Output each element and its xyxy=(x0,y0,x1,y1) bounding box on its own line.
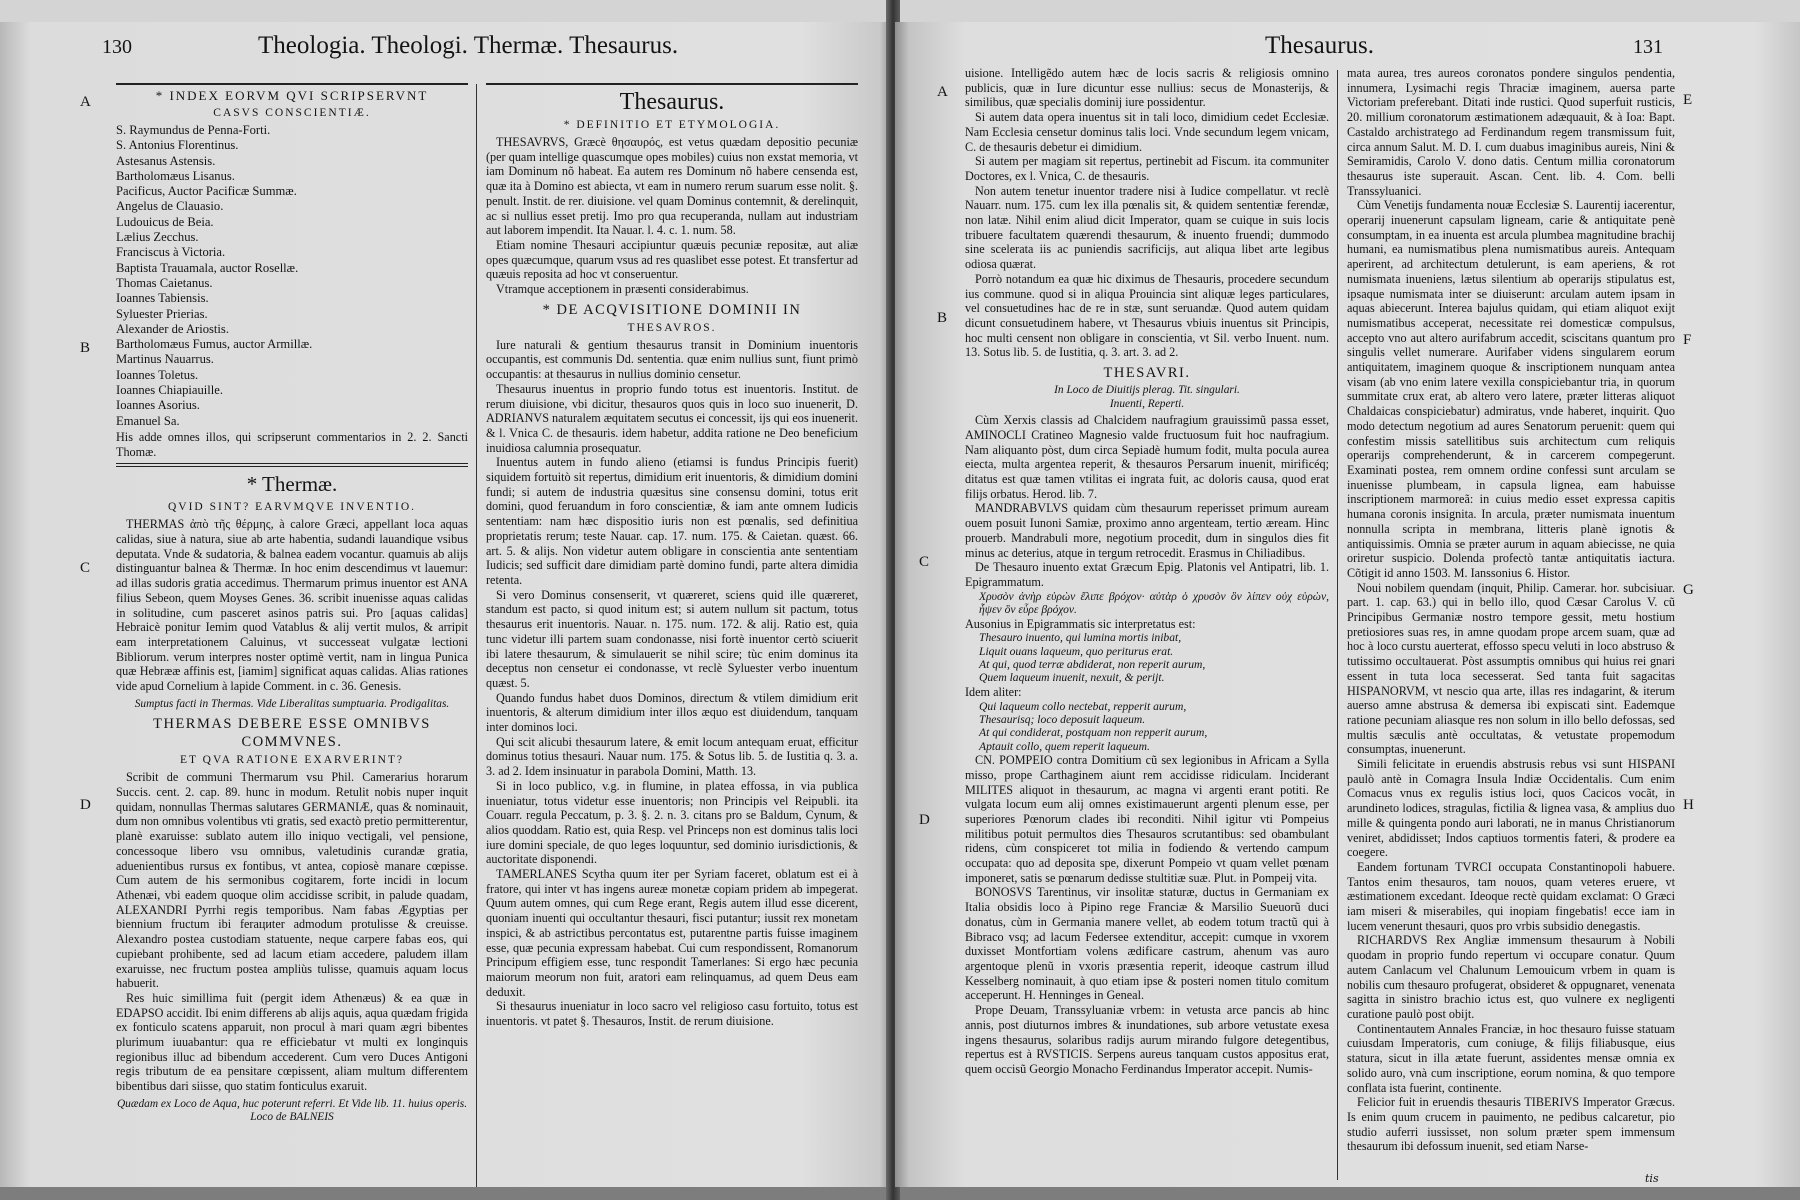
r1-para-9: CN. POMPEIO contra Domitium cũ sex legionibus in Africam a Sylla misso, prope Carthaginem aiunt rem accidisse ridiculam. Inciderant MILITES aliquot in thesaurum, ac magna vi argenti erant potiti. Re vulgata locum eum alij omnes existimauerunt argenti plenum esse, per superiores Pœnorum clades ibi reconditi. Nihil igitur vti Pompeius militibus potuit permultos dies Thesauros scrutantibus: sed obambulant ridens, cùm conspiceret tot milia in fodiendo & vertendo campum occupata: quo ad deposita spe, dixerunt Pompeio vt quam vellet pœnam imponeret, satis se pœnarum dedisse stultitiæ suæ. Plut. in Pompeij vita. xyxy=(965,753,1329,885)
r1-para-3: Si autem per magiam sit repertus, pertinebit ad Fiscum. ita communiter Doctores, ex l. Vnica, C. de thesauris. xyxy=(965,154,1329,183)
idem-aliter: Idem aliter: xyxy=(965,684,1022,699)
verse-block-2 xyxy=(965,700,1329,754)
author-list-item: Bartholomæus Fumus, auctor Armillæ. xyxy=(116,337,313,352)
verse-block-1 xyxy=(965,631,1329,685)
verse-line: Liquit ouans laqueum, quo periturus erat. xyxy=(979,644,1174,658)
author-list-item: Baptista Trauamala, auctor Rosellæ. xyxy=(116,260,299,275)
margin-letter-c-right: C xyxy=(919,554,930,570)
r2-para-4: Simili felicitate in eruendis abstrusis rebus vsi sunt HISPANI paulò antè in Comagra Insula Indiæ Occidentalis. Cum enim Comacus vnus ex regulis istius loci, quos Cacicos vocãt, in arundineto lodices, stragulas, fictilia & lignea vasa, & amplius duo mille & quingenta pondo auri laborati, ne in manus Christianorum veniret, abdidisset; Indos captiuos tormentis fateri, & prodere ea coegere. xyxy=(1347,757,1675,860)
left-running-head: Theologia. Theologi. Thermæ. Thesaurus. xyxy=(258,32,679,59)
r1-para-2: Si autem data opera inuentus sit in tali loco, dimidium cedet Ecclesiæ. Nam Ecclesia censetur dominus talis loci. Vnde secundum legem vnicam, C. de thesauris debetur ei dimidium. xyxy=(965,110,1329,154)
right-column-1 xyxy=(965,66,1329,1181)
margin-letter-d: D xyxy=(80,797,91,813)
thesaurus-para-2: Etiam nomine Thesauri accipiuntur quæuis pecuniæ repositæ, aut aliæ opes quæcumque, quarum vsus ad res quaslibet esse potest. Et transfertur ad quæuis reposita ad hoc vt conseruentur. xyxy=(486,237,858,282)
scan-top-edge xyxy=(0,0,1800,22)
thermae-sec2-heading: THERMAS DEBERE ESSE OMNIBVS COMMVNES. xyxy=(153,716,431,751)
margin-letter-c: C xyxy=(80,560,91,576)
r1-para-8: De Thesauro inuento extat Græcum Epig. Platonis vel Antipatri, lib. 1. Epigrammatum. xyxy=(965,560,1329,589)
thesaurus-heading: Thesaurus. xyxy=(619,89,725,115)
thermae-subheading: QVID SINT? EARVMQVE INVENTIO. xyxy=(167,501,417,514)
r2-para-3: Noui nobilem quendam (inquit, Philip. Camerar. hor. subcisiuar. part. 1. cap. 63.) qui in bello illo, quod Cæsar Carolus V. cũ Principibus Germaniæ nostro tempore gessit, metu hostium pretiosiores suas res, in amne quodam prope arcem suam, quæ ad hoc à loco curstu auerterat, effosso specu veluti in loco abstruso & tutissimo occultauerat. Pòst assumptis omnibus qui huius rei gnari essent in tuta loca secesserat. Sed tanta fuit sagacitas HISPANORVM, vt nescio qua arte, illas res indagarint, & iterum auerso amne abstrusa & demersa ibi expiscati sint. Eademque ratione pecuniam aliasque res non solum in illo bello defossas, sed multis sæculis antè occultatas, & vetustate propemodum consumptas, inuenerunt. xyxy=(1347,580,1675,757)
index-heading: * INDEX EORVM QVI SCRIPSERVNT xyxy=(155,88,429,103)
acq-para-5: Quando fundus habet duos Dominos, directum & vtilem dimidium erit inuentoris, & alterum dimidium inter illos æquo est diuidendum, tanquam inter dominos loci. xyxy=(486,690,858,735)
acq-para-2: Thesaurus inuentus in proprio fundo totus est inuentoris. Institut. de rerum diuisione, vbi dicitur, thesauros quos quis in loco suo inuenerit, D. ADRIANVS naturalem æquitatem secutus ei concessit, ijs qui eos inuenerit. & l. Vnica C. de thesauris. idem habetur, addita ratione ne Deo beneficium inuidiosa calumnia prosequatur. xyxy=(486,381,858,455)
author-list-item: Franciscus à Victoria. xyxy=(116,245,226,260)
author-list-item: Thomas Caietanus. xyxy=(116,275,213,290)
margin-letter-g: G xyxy=(1683,582,1694,598)
r2-para-8: Felicior fuit in eruendis thesauris TIBERIVS Imperator Græcus. Is enim quum crucem in pauimento, ne pedibus calcaretur, pio studio auferri iussisset, non solum præter spem immensum thesaurum ibi defossum inuenit, sed etiam Narse- xyxy=(1347,1095,1675,1154)
r1-para-5: Porrò notandum ea quæ hic diximus de Thesauris, procedere secundum ius commune. quod si in aliqua Prouincia sint aliquæ leges particulares, vel consuetudines hac de re in stæ, sunt seruandæ. Quod autem quidam dicunt consuetudinem habere, vt Thesaurus vbiuis inuentus sit Principis, hoc multi censent non obligare in conscientia, vt Sil. verbo Inuent. num. 13. Sotus lib. 5. de Iustitia, q. 3. art. 3. ad 2. xyxy=(965,271,1329,360)
thermae-final-note: Quædam ex Loco de Aqua, huc poterunt referri. Et Vide lib. 11. huius operis. Loco de BALNEIS xyxy=(116,1097,468,1124)
acquisitione-heading: * DE ACQVISITIONE DOMINII IN xyxy=(542,301,802,318)
acq-para-3: Inuentus autem in fundo alieno (etiamsi is fundus Principis fuerit) siquidem fortuitò sit repertus, dimidium erit inuentoris, & dimidium domini fundi; si autem de industria quæsitus sine consensu domini, totus erit domini, quod feruandum in foro conscientiæ, & iam ante omnem Iudicis sententiam: nam hæc dispositio iuris non est pœnalis, sed definitiua proprietatis rerum; teste Nauar. cap. 17. num. 175. & Caietan. quæst. 66. art. 5. & alijs. Non videtur autem obligare in conscientia ante sententiam Iudicis; sed sufficit dare dimidiam partè domino fundi, parte altera dimidia retenta. xyxy=(486,455,858,587)
author-list-item: Lælius Zecchus. xyxy=(116,230,199,245)
author-list-item: S. Raymundus de Penna-Forti. xyxy=(116,123,271,137)
r1-para-ausonius: Ausonius in Epigrammatis sic interpretatus est: xyxy=(965,616,1196,631)
r1-para-7: MANDRABVLVS quidam cùm thesaurum reperisset primum auream ouem posuit Iunoni Samiæ, proximo anno argenteam, tertio æream. Hinc prouerb. Mandrabuli more, negotium procedit, dum in singulos dies fit minus ac deterius, atque in tergum retrocedit. Erasmus in Chiliadibus. xyxy=(965,501,1329,560)
r1-para-10: BONOSVS Tarentinus, vir insolitæ staturæ, ductus in Germaniam ex Italia obsidis loco à Pipino rege Franciæ & Marsilio Sueuorũ duci donatus, cùm in Germania manere vellet, ab eodem totum tractũ qui à Bibraco vsq; ad lacum Federsee extenditur, accepit: cumque in vxorem duxisset Montfortiam volens ædificare castrum, ahenum vas auro argentoque plenũ in vxoris præsentia reperit, ideoque castrum illud Kesselberg nominauit, à quo etiam ipse & posteri nomen titulo comitum acceperunt. H. Henninges in Geneal. xyxy=(965,885,1329,1003)
acq-para-4: Si vero Dominus consenserit, vt quæreret, sciens quid ille quæreret, standum est pacto, si quod initum est; si autem nullum sit pactum, totus thesaurus erit inuentoris. Nauar. n. 175. num. 172. & alij. Ratio est, quia tunc videtur illi partem suam condonasse, nisi fortè inuentor certò sciuerit ibi latere thesaurum, & simulauerit se nihil scire; tùc enim dominus ita deceptus non censetur ei condonasse, vt reclè Syluester verbo inuentum quæst. 5. xyxy=(486,587,858,690)
author-list-item: Ioannes Chiapiauille. xyxy=(116,383,224,398)
author-list-item: S. Antonius Florentinus. xyxy=(116,138,239,153)
acq-para-1: Iure naturali & gentium thesaurus transit in Dominium inuentoris occupantis, est communis Dd. sententia. quæ enim nullius sunt, fiunt primò occupantis: at thesaurus in nullius dominio censetur. xyxy=(486,337,858,382)
thermae-para-2: Scribit de communi Thermarum vsu Phil. Camerarius horarum Succis. cent. 2. cap. 89. hunc in modum. Retulit nobis nuper inquit quidam, nonnullas Thermas salutares GERMANIÆ, quas & nominauit, dum non omnibus volentibus vti gratis, sed exactò pretio permitterentur, planè exaruisse: sublato autem illo iniquo vectigali, vel pensione, concessoque libero vsu omnibus, valetudinis curandæ gratia, aduenientibus rursus ex fontibus, vt antea, copiosè manare cœpisse. Cum autem de his sermonibus cogitarem, forte incidi in locum Athenæi, vbi eadem quoque olim accidisse scribit, in palude quadam, ALEXANDRI Pyrrhi regis temporibus. Nam fabas Ægyptias per biennium fructum ibi ferациter admodum protulisse & creuisse. Alexandro postea custodiam statuente, neque carpere fabas eos, qui cupiebant prohibente, sed ad lacum etiam accedere, paludem illam exaruisse, nec fructum postea ampliùs tulisse, quamuis aquam locus habuerit. xyxy=(116,770,468,991)
header-rule-2 xyxy=(486,83,858,85)
r1-para-6: Cùm Xerxis classis ad Chalcidem naufragium grauissimũ passa esset, AMINOCLI Cratineo Magnesio valde fructuosum fuit hoc naufragium. Nam aliquanto pòst, dum circa Sepiadè humum fodit, multa pocula aurea eiecta, multa argentea reperit, & thesauros Persarum inuenit, mirificéq; ditatus est quæ tamen vtilitas ei ingrata fuit, ac doloris causa, quod erat filijs orbatus. Herod. lib. 7. xyxy=(965,413,1329,501)
right-page xyxy=(895,22,1800,1187)
r2-para-5: Eandem fortunam TVRCI occupata Constantinopoli habuere. Tantos enim thesauros, tam nouos, quam veteres eruere, vt æstimationem excedant. Ideoque rectè quidam exclamat: O Græci iam miseri & miserabiles, qui inopiam fingebatis! ecce iam in lucem venerunt thesauri, quos pro vrbis subsidio denegastis. xyxy=(1347,859,1675,933)
catchword: tis xyxy=(1645,1172,1659,1185)
thesauri-note: In Loco de Diuitijs plerag. Tit. singulari. xyxy=(1054,384,1240,397)
right-running-head: Thesaurus. xyxy=(1265,32,1374,59)
thermae-sec2-subheading: ET QVA RATIONE EXARVERINT? xyxy=(179,754,405,767)
r2-para-6: RICHARDVS Rex Angliæ immensum thesaurum à Nobili quodam in proprio fundo repertum vi occupare conatur. Quum autem Canlacum vel Chalunum Lemouicum vrbem in quam is nobilis cum thesauro profugerat, obsideret & oppugnaret, venenata sagitta in sinistro brachio ictus est, quo vulnere ex negligenti curatione paulò post obijt. xyxy=(1347,933,1675,1021)
margin-letter-d-right: D xyxy=(919,812,930,828)
right-column-2 xyxy=(1347,66,1675,1181)
author-list-item: Astesanus Astensis. xyxy=(116,153,216,168)
r1-para-11: Prope Deuam, Transsyluaniæ vrbem: in vetusta arce pancis ab hinc annis, post diuturnos imbres & inundationes, sub arbore vetustate exesa ingens thesaurus, solaribus radijs aurum mirando fulgore detegentibus, repertus est à RVSTICIS. Serpens aureus tanquam custos appositus erat, quem occisũ Georgio Monacho Ferdinandus Imperator accepit. Numis- xyxy=(965,1003,1329,1076)
r1-para-1: uisione. Intelligẽdo autem hæc de locis sacris & religiosis omnino publicis, quæ in Iure dicuntur esse nullius: secus de Monasterijs, & similibus, quæ specialis dominij iure possidentur. xyxy=(965,66,1329,110)
acq-para-7: Si in loco publico, v.g. in flumine, in platea effossa, in via publica inueniatur, totus videtur esse inuentoris; non Principis vel Reipubli. ita Couarr. regula Peccatum, p. 3. §. 2. n. 3. citans pro se Baldum, Cynum, & alios quoddam. Ratio est, quia Resp. vel Princeps non est dominus talis loci iure domini speciale, de quo leges loquuntur, sed dominio iurisdictionis, & auctoritate disponendi. xyxy=(486,778,858,867)
index-subheading: CASVS CONSCIENTIÆ. xyxy=(213,107,371,119)
thesaurus-para-3: Vtramque acceptionem in præsenti considerabimus. xyxy=(496,282,749,297)
verse-line: Aptauit collo, quem reperit laqueum. xyxy=(979,739,1150,753)
section-rule xyxy=(116,463,468,467)
verse-line: Thesauro inuento, qui lumina mortis inibat, xyxy=(979,631,1182,645)
greek-epigram: Χρυσὸν ἀνὴρ εὑρὼν ἔλιπε βρόχον· αὐτὰρ ὁ χρυσὸν ὃν λίπεν οὐχ εὑρὼν, ἧψεν ὃν εὗρε βρόχον. xyxy=(979,589,1329,617)
author-list-item: Martinus Nauarrus. xyxy=(116,352,214,367)
margin-letter-b: B xyxy=(80,340,91,356)
author-list-item: Ioannes Toletus. xyxy=(116,367,199,382)
author-list-item: Bartholomæus Lisanus. xyxy=(116,168,235,183)
thermae-heading: * Thermæ. xyxy=(246,472,338,497)
author-list-item: Alexander de Ariostis. xyxy=(116,321,229,336)
index-closing: His adde omnes illos, qui scripserunt commentarios in 2. 2. Sancti Thomæ. xyxy=(116,429,468,459)
thesauri-heading: THESAVRI. xyxy=(1103,365,1191,382)
r2-para-2: Cùm Venetijs fundamenta nouæ Ecclesiæ S. Laurentij iacerentur, operarij inuenerunt capsulam ligneam, carie & antiquitate penè consumptam, in ea inuenta est arcula plumbea magnitudine brachij humani, ea numismatibus plena numismatibus aureis. Antequam aperirent, ad architectum detulerunt, is eam aperiens, & rot numismata inueniens, lætus silentium ab operarijs stipulatus est, ipsaque numismata inter se diuiserunt: arculam autem ipsam in aquas abiecerunt. Interea bajulus quidam, qui etiam aliquot exijt numismatibus acceperat, necessitate rei domesticæ compulsus, accepto vno aut altero aurifabrum accedit, sciscitans quantum pro singulis vellet numerare. Aurifaber videns singularem eorum antiquitatem, imaginem quoque & inscriptionem nunquam antea visam (ab vno enim latere vexilla conspiciebantur tria, in quorum summitate crux erat, ab altero vero latere, præter litteras aliquot Chaldaicas conspiciebatur) admiratus, vnde haberet, inquirit. Quo modo detectum negotium ad aures Senatorum peruenit: quem qui confestim missis satellitibus suis architectum cum reliquis operarijs comprehenderunt, & in carcerem compegerunt. Examinati postea, rem omnem ordine confessi sunt arculam se inuenisse plumbeam, in capsula lignea, eam habuisse inscriptionem marmoreã: in cuius medio esset expressa capitis humana coronis insignita. In arcula, præter numismata inuentum nonnulla scripta in membrana, litteris planè ignotis & antiquissimis. Omnia se præter aurum in aquam abiecisse, ne quia oriretur suspicio. Dolenda profectò tantæ antiquitatis iactura. Cõtigit id anno 1503. M. Ianssonius 6. Histor. xyxy=(1347,198,1675,580)
margin-letter-e: E xyxy=(1683,92,1693,108)
verse-line: At qui, quod terræ abdiderat, non reperit aurum, xyxy=(979,658,1206,672)
author-list-item: Ioannes Tabiensis. xyxy=(116,291,209,306)
author-list-item: Emanuel Sa. xyxy=(116,413,180,428)
left-column-rule xyxy=(476,84,477,1187)
margin-letter-a-right: A xyxy=(937,84,948,100)
margin-letter-f: F xyxy=(1683,332,1692,348)
thesaurus-para-1: THESAVRVS, Græcè θησαυρός, est vetus quædam depositio pecuniæ (per quam intellige quascumque opes mobiles) cuius non exstat memoria, vt iam Dominum nõ habeat. Ea autem res Dominum nõ habere censenda est, quæ ita à Domino est abiecta, vt eam in numero rerum suarum esse nolit. §. penult. Instit. de rer. diuisione. vel quam Dominus contemnit, & derelinquit, ac si nullius esset pretij. Imo pro qua recuperanda, nullam aut industriam aut laborem impendit. Ita Nauar. l. 4. c. 1. num. 58. xyxy=(486,135,858,238)
right-column-rule xyxy=(1337,70,1338,1180)
right-folio: 131 xyxy=(1633,36,1663,58)
thermae-cross-ref: Sumptus facti in Thermas. Vide Liberalitas sumptuaria. Prodigalitas. xyxy=(134,697,450,710)
thermae-para-3: Res huic simillima fuit (pergit idem Athenæus) & ea quæ in EDAPSO accidit. Ibi enim differens ab alijs aquis, aqua quædam frigida ex fonticulo scatens apparuit, non procul à mari quam ægri bibentes plurimum iuuabantur: qua re efficiebatur vt multi ex longinquis regionibus illuc ad bibendum accederent. Cum vero Duces Antigoni regis tributum de ea pensitare cœpissent, aliam multum differentem bibentibus dari siisse, quo statim fonticulus exaruit. xyxy=(116,990,468,1094)
acq-para-8: TAMERLANES Scytha quum iter per Syriam faceret, oblatum est ei à fratore, qui inter vt has ingens aureæ monetæ copiam pridem ab impegerat. Quum autem omnes, qui cum Rege erant, Regis autem illud esse dicerent, quoniam inuenti qui occultantur thesauri, fisci putantur; iussit rex monetam inspici, & ab astrictibus percontatus est, putarentne partis fuisse imaginem esse, quæ pecunia expressam habebat. Cui cum respondissent, Romanorum Principum effigiem esse, tunc respondit Tamerlanes: Si ergo hæc pecunia maiorum meorum non fuit, aratori eam relinquamus, ad quem Deus eam deduxit. xyxy=(486,867,858,999)
margin-letter-h: H xyxy=(1683,797,1694,813)
thermae-para-1: THERMAS ἀπὸ τῆς θέρμης, à calore Græci, appellant loca aquas calidas, siue à natura, siue ab arte habentia, sudandi lauandique vsibus deputata. Vnde & sudatoria, & balnea eadem vocantur. quamuis ab alijs distinguantur balnea & Thermæ. In hoc enim descendimus vt lauemur: ad illas sudoris gratia accedimus. Thermarum primus inuentor est ANA filius Sebeon, quem Moyses Genes. 36. scribit inuenisse aquas calidas in solitudine, cum pasceret asinos patris sui. Pro [aquas calidas] Hebraicè ponitur Iemim quod Vatablus & alij vertit mulos, & arripit eam interpretationem Caluinus, vt successeat vulgatæ lectioni Bibliorum. verum interpres noster optimè vertit, nam in lingua Punica quæ Hebrææ affinis est, [iamim] significat aquas calidas. Alias rationes vide apud Cornelium à lapide Comment. in c. 36. Genesis. xyxy=(116,517,468,694)
author-list-item: Ioannes Asorius. xyxy=(116,398,200,413)
verse-line: Quem laqueum inuenit, nexuit, & perijt. xyxy=(979,671,1165,685)
definitio-heading: * DEFINITIO ET ETYMOLOGIA. xyxy=(563,119,781,131)
left-page xyxy=(0,22,890,1187)
margin-letter-a: A xyxy=(80,94,91,110)
left-column-2 xyxy=(486,80,858,1180)
thesauri-note-2: Inuenti, Reperti. xyxy=(1109,397,1185,410)
r1-para-4: Non autem tenetur inuentor tradere nisi à Iudice compellatur. vt reclè Nauarr. num. 175. cum lex illa pœnalis sit, & quidem sententiæ ferendæ, non latæ. Nihil enim aliud dicit Imperator, quam se cuique in suis locis tribuere facultatem quærendi thesaurum, & inuento fruendi; dummodo sine scelerata iis ac puniendis sacrificijs, aut aliqua libet arte legibus odiosa quærat. xyxy=(965,183,1329,272)
author-list-item: Ludouicus de Beia. xyxy=(116,214,214,229)
r2-para-7: Continentautem Annales Franciæ, in hoc thesauro fuisse statuam cuiusdam Imperatoris, cum coniuge, & filijs filiabusque, eius statura, sicut in illa ætate fuerunt, assidentes mensæ omnia ex solido auro, vnà cum inscriptione, eorum nomina, & quo tempore conflata ista fuerint, continente. xyxy=(1347,1021,1675,1095)
verse-line: At qui condiderat, postquam non repperit aurum, xyxy=(979,726,1208,740)
margin-letter-b-right: B xyxy=(937,310,948,326)
acq-para-6: Qui scit alicubi thesaurum latere, & emit locum antequam eruat, efficitur dominus totius thesauri. Nauar num. 175. & Sotus lib. 5. de Iustitia q. 3. a. 3. ad 2. Idem insinuatur in parabola Domini, Matth. 13. xyxy=(486,734,858,779)
left-folio: 130 xyxy=(102,36,132,58)
left-column-1 xyxy=(116,80,468,1180)
header-rule xyxy=(116,83,468,85)
verse-line: Qui laqueum collo nectebat, repperit aurum, xyxy=(979,699,1187,713)
acquisitione-subheading: THESAVROS. xyxy=(627,321,717,334)
r2-para-1: mata aurea, tres aureos coronatos pondere singulos pendentia, innumera, Lysimachi regis Thraciæ imaginem, auersa parte Victoriam preferebant. Ditati inde rustici. Quod superfuit rusticis, 20. millium coronatorum æstimationem adæquauit, & à Ioa: Bapt. Castaldo archistratego ad Ferdinandum regem transmissum fuit, circa annum Salut. M. D. I. cum duabus imaginibus aureis, Nini & Semiramidis, Carolo V. dono datis. Centum millia coronatorum thesaurus iste superauit. Ascan. Cent. lib. 4. Com. belli Transsyluanici. xyxy=(1347,66,1675,198)
author-list-item: Angelus de Clauasio. xyxy=(116,199,224,214)
acq-para-9: Si thesaurus inueniatur in loco sacro vel religioso casu fortuito, totus est inuentoris. vt patet §. Thesauros, Instit. de rerum diuisione. xyxy=(486,999,858,1029)
author-list-item: Syluester Prierias. xyxy=(116,306,208,321)
verse-line: Thesaurisq; loco deposuit laqueum. xyxy=(979,712,1146,726)
author-list xyxy=(116,123,468,429)
author-list-item: Pacificus, Auctor Pacificæ Summæ. xyxy=(116,184,297,199)
